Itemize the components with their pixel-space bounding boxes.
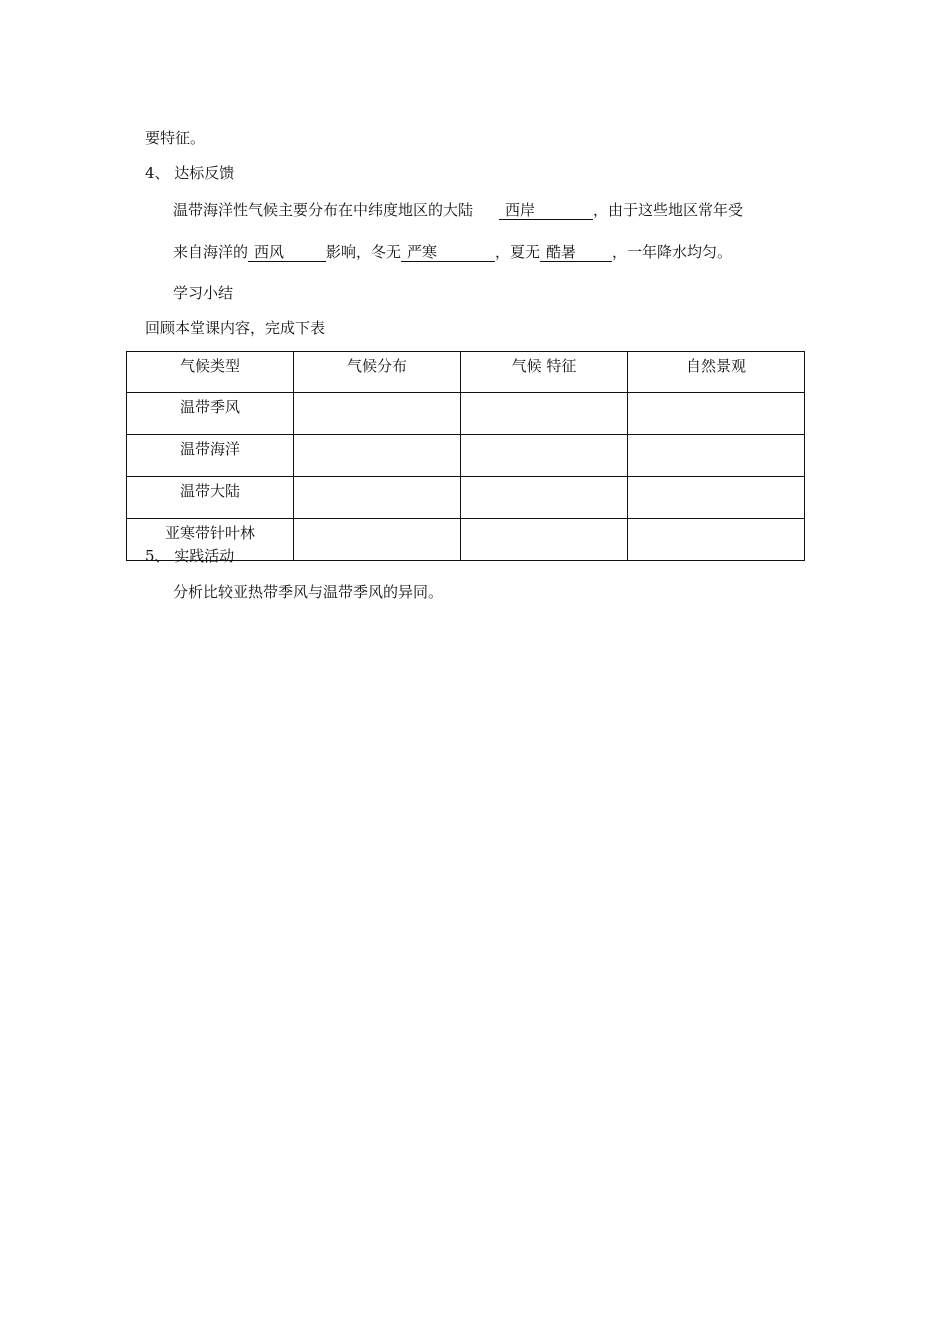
table-cell[interactable] [294,477,461,519]
table-cell[interactable] [461,519,628,561]
section-4-heading: 4、 达标反馈 [145,164,235,182]
feedback-text: 温带海洋性气候主要分布在中纬度地区的大陆 [173,201,474,219]
answer-blank-severe-cold: 严寒 [401,243,495,262]
table-header-cell: 气候分布 [294,352,461,393]
feedback-paragraph-line-2 [173,242,732,262]
feedback-paragraph-line-1 [173,200,743,220]
table-row [127,435,805,477]
table-cell: 温带海洋 [127,435,294,477]
table-cell[interactable] [461,393,628,435]
text-line-continuation: 要特征。 [145,129,206,147]
table-cell[interactable] [461,477,628,519]
section-5-heading: 5、 实践活动 [145,547,235,565]
table-header-cell: 自然景观 [628,352,805,393]
table-cell[interactable] [294,435,461,477]
table-cell[interactable] [294,519,461,561]
feedback-text: 来自海洋的 [173,243,249,261]
review-instruction: 回顾本堂课内容，完成下表 [145,319,326,337]
table-header-cell: 气候 特征 [461,352,628,393]
table-row [127,393,805,435]
table-cell[interactable] [628,477,805,519]
answer-blank-hot-summer: 酷暑 [540,243,612,262]
table-cell[interactable] [628,435,805,477]
climate-summary-table [126,351,805,561]
table-header-cell: 气候类型 [127,352,294,393]
table-cell: 亚寒带针叶林 [127,519,294,561]
answer-blank-west-coast: 西岸 [499,201,593,220]
table-cell: 温带大陆 [127,477,294,519]
summary-heading: 学习小结 [173,284,234,302]
table-cell[interactable] [294,393,461,435]
table-cell[interactable] [461,435,628,477]
table-cell[interactable] [628,519,805,561]
table-row [127,477,805,519]
feedback-text: ，一年降水均匀。 [612,243,733,261]
table-header-row [127,352,805,393]
feedback-text: ，由于这些地区常年受 [593,201,744,219]
feedback-text: 影响，冬无 [326,243,402,261]
table-cell[interactable] [628,393,805,435]
activity-instruction: 分析比较亚热带季风与温带季风的异同。 [173,583,444,601]
feedback-text: ，夏无 [495,243,541,261]
table-cell: 温带季风 [127,393,294,435]
answer-blank-westerlies: 西风 [248,243,326,262]
